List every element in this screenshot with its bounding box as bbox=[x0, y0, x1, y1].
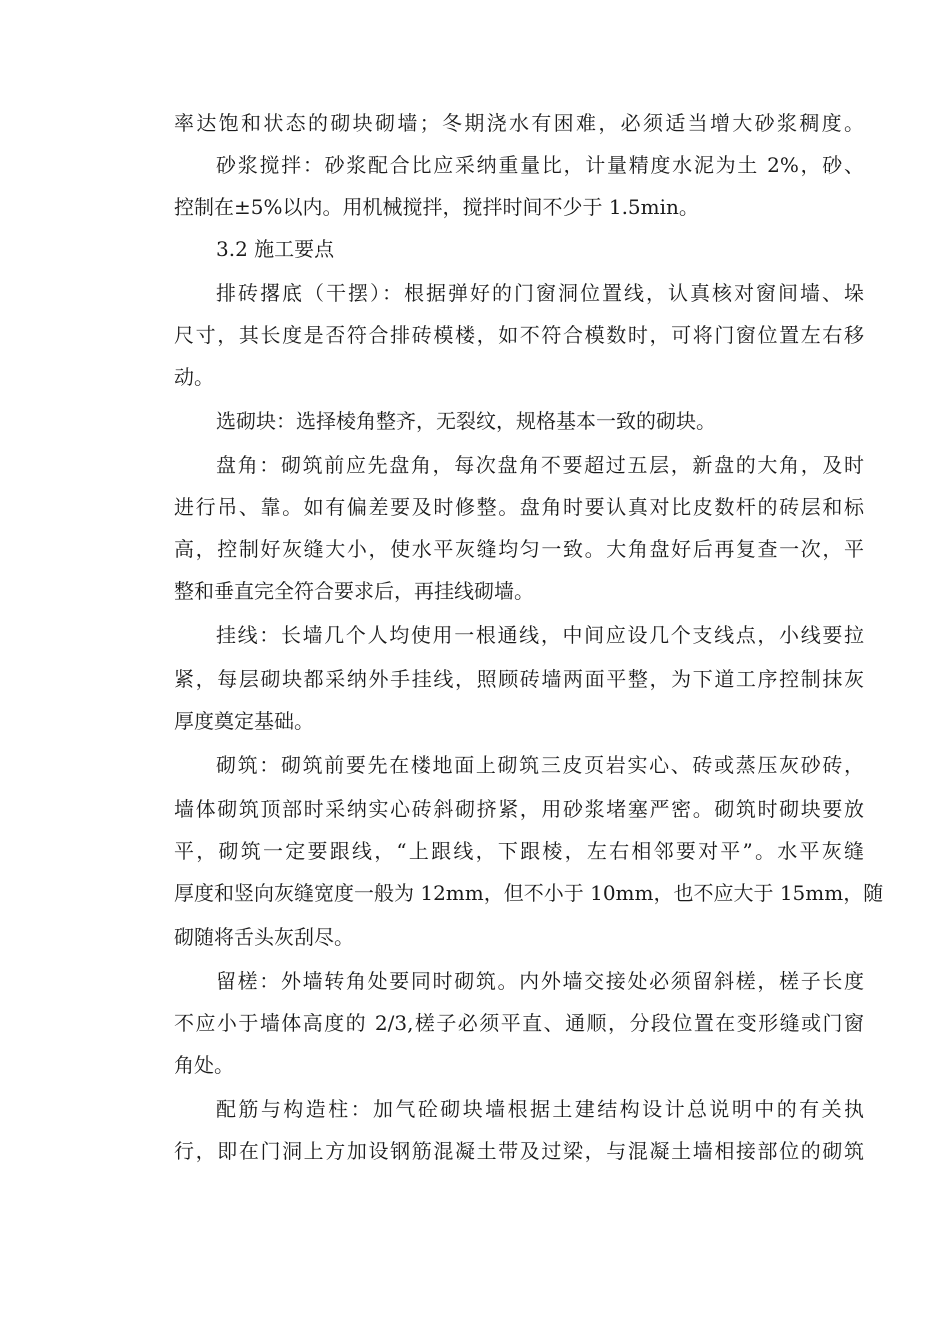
text-line: 砂浆搅拌：砂浆配合比应采纳重量比，计量精度水泥为土 2%，砂、 bbox=[216, 153, 864, 177]
text-line: 率达饱和状态的砌块砌墙；冬期浇水有困难，必须适当增大砂浆稠度。 bbox=[174, 111, 864, 135]
text-line: 动。 bbox=[174, 365, 214, 389]
text-line: 砌筑：砌筑前要先在楼地面上砌筑三皮页岩实心、砖或蒸压灰砂砖， bbox=[216, 753, 864, 777]
text-line: 控制在±5%以内。用机械搅拌，搅拌时间不少于 1.5min。 bbox=[174, 195, 699, 219]
text-line: 紧，每层砌块都采纳外手挂线，照顾砖墙两面平整，为下道工序控制抹灰 bbox=[174, 667, 864, 691]
section-heading: 3.2 施工要点 bbox=[216, 237, 335, 261]
text-line: 留槎：外墙转角处要同时砌筑。内外墙交接处必须留斜槎，槎子长度 bbox=[216, 969, 864, 993]
text-line: 挂线：长墙几个人均使用一根通线，中间应设几个支线点，小线要拉 bbox=[216, 623, 864, 647]
text-line: 砌随将舌头灰刮尽。 bbox=[174, 925, 354, 949]
text-line: 平，砌筑一定要跟线，“上跟线，下跟棱，左右相邻要对平”。水平灰缝 bbox=[174, 839, 864, 863]
text-line: 墙体砌筑顶部时采纳实心砖斜砌挤紧，用砂浆堵塞严密。砌筑时砌块要放 bbox=[174, 797, 864, 821]
text-line: 厚度和竖向灰缝宽度一般为 12mm，但不小于 10mm，也不应大于 15mm，随 bbox=[174, 881, 884, 905]
text-line: 不应小于墙体高度的 2/3,槎子必须平直、通顺，分段位置在变形缝或门窗 bbox=[174, 1011, 864, 1035]
text-line: 配筋与构造柱：加气砼砌块墙根据土建结构设计总说明中的有关执 bbox=[216, 1097, 864, 1121]
text-line: 整和垂直完全符合要求后，再挂线砌墙。 bbox=[174, 579, 534, 603]
text-line: 尺寸，其长度是否符合排砖模楼，如不符合模数时，可将门窗位置左右移 bbox=[174, 323, 864, 347]
text-line: 选砌块：选择棱角整齐，无裂纹，规格基本一致的砌块。 bbox=[216, 409, 716, 433]
text-line: 进行吊、靠。如有偏差要及时修整。盘角时要认真对比皮数杆的砖层和标 bbox=[174, 495, 864, 519]
text-line: 行，即在门洞上方加设钢筋混凝土带及过梁，与混凝土墙相接部位的砌筑 bbox=[174, 1139, 864, 1163]
text-line: 角处。 bbox=[174, 1053, 234, 1077]
text-line: 排砖撂底（干摆）：根据弹好的门窗洞位置线，认真核对窗间墙、垛 bbox=[216, 281, 864, 305]
text-line: 厚度奠定基础。 bbox=[174, 709, 314, 733]
text-line: 高，控制好灰缝大小，使水平灰缝均匀一致。大角盘好后再复查一次，平 bbox=[174, 537, 864, 561]
text-line: 盘角：砌筑前应先盘角，每次盘角不要超过五层，新盘的大角，及时 bbox=[216, 453, 864, 477]
